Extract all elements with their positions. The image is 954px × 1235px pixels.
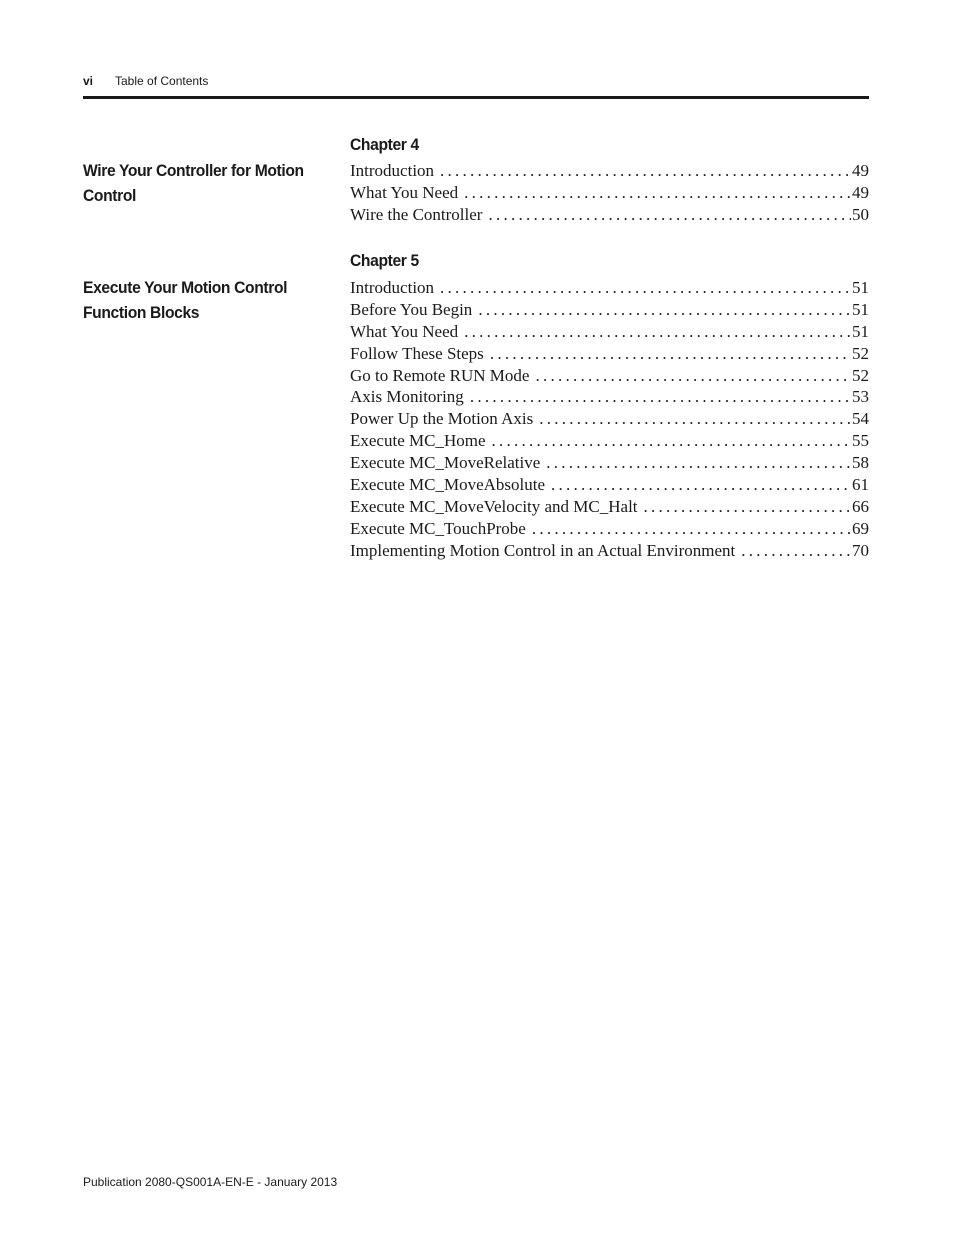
toc-entry-page: 54 <box>852 409 869 429</box>
toc-entry-title: Wire the Controller <box>350 204 483 224</box>
toc-entry-title: Before You Begin <box>350 299 473 319</box>
dot-leader <box>551 474 851 496</box>
page-header <box>83 73 869 89</box>
dot-leader <box>490 343 851 365</box>
toc-entry[interactable] <box>350 540 869 562</box>
toc-entry-page: 53 <box>852 387 869 407</box>
toc-entry-page: 58 <box>852 453 869 473</box>
header-divider <box>83 96 869 99</box>
toc-entry-page: 70 <box>852 540 869 560</box>
dot-leader <box>492 430 852 452</box>
toc-entry-title: Introduction <box>350 278 435 297</box>
toc-entry-title: Follow These Steps <box>350 343 484 363</box>
toc-entry[interactable] <box>350 343 869 365</box>
toc-entry[interactable] <box>350 408 869 430</box>
dot-leader <box>535 365 851 387</box>
toc-entry-title: Implementing Motion Control in an Actual Environment <box>350 540 736 560</box>
toc-entry[interactable] <box>350 386 869 408</box>
toc-entry-page: 51 <box>852 299 869 319</box>
toc-entry-page: 50 <box>852 204 869 224</box>
toc-entry[interactable] <box>350 452 869 474</box>
toc-entry-page: 49 <box>852 182 869 202</box>
chapter-title <box>83 158 313 208</box>
toc-entry[interactable] <box>350 474 869 496</box>
toc-entry-page: 55 <box>852 431 869 451</box>
toc-entry[interactable] <box>350 430 869 452</box>
dot-leader <box>488 204 851 226</box>
chapter-title-line: Control <box>83 186 137 205</box>
dot-leader <box>440 277 851 299</box>
toc-entry[interactable] <box>350 160 869 182</box>
toc-entry[interactable] <box>350 182 869 204</box>
toc-list <box>350 277 869 562</box>
dot-leader <box>464 321 851 343</box>
dot-leader <box>741 540 851 562</box>
toc-entry[interactable] <box>350 496 869 518</box>
toc-entry-page: 61 <box>852 475 869 495</box>
toc-entry-title: Go to Remote RUN Mode <box>350 365 530 385</box>
dot-leader <box>470 386 851 408</box>
toc-entry-page: 69 <box>852 518 869 538</box>
toc-entry[interactable] <box>350 277 869 299</box>
running-section-title: Table of Contents <box>115 74 209 88</box>
chapter-title <box>83 275 313 325</box>
dot-leader <box>478 299 851 321</box>
chapter-label: Chapter 4 <box>350 135 419 154</box>
dot-leader <box>464 182 851 204</box>
toc-entry[interactable] <box>350 299 869 321</box>
dot-leader <box>440 160 851 182</box>
toc-entry-title: Execute MC_Home <box>350 431 486 451</box>
toc-entry-page: 52 <box>852 365 869 385</box>
dot-leader <box>644 496 851 518</box>
toc-entry-title: What You Need <box>350 321 459 341</box>
dot-leader <box>539 408 851 430</box>
publication-footer: Publication 2080-QS001A-EN-E - January 2013 <box>83 1175 338 1189</box>
toc-entry-page: 66 <box>852 496 869 516</box>
toc-entry-title: What You Need <box>350 182 459 202</box>
toc-entry-page: 49 <box>852 161 869 180</box>
chapter-title-line: Execute Your Motion Control <box>83 278 288 297</box>
toc-entry-title: Execute MC_MoveRelative <box>350 453 541 473</box>
chapter-label: Chapter 5 <box>350 251 419 270</box>
toc-entry-page: 51 <box>852 321 869 341</box>
dot-leader <box>532 518 851 540</box>
toc-entry[interactable] <box>350 518 869 540</box>
toc-entry-title: Execute MC_MoveAbsolute <box>350 475 545 495</box>
toc-entry-page: 52 <box>852 343 869 363</box>
toc-entry[interactable] <box>350 321 869 343</box>
toc-entry-title: Axis Monitoring <box>350 387 464 407</box>
chapter-title-line: Function Blocks <box>83 303 200 322</box>
chapter-title-line: Wire Your Controller for Motion <box>83 161 304 180</box>
toc-entry-title: Execute MC_TouchProbe <box>350 518 526 538</box>
page-number: vi <box>83 74 94 88</box>
toc-entry[interactable] <box>350 204 869 226</box>
toc-entry-title: Execute MC_MoveVelocity and MC_Halt <box>350 496 638 516</box>
toc-entry-page: 51 <box>852 278 869 297</box>
toc-entry-title: Introduction <box>350 161 435 180</box>
toc-list <box>350 160 869 226</box>
dot-leader <box>546 452 851 474</box>
toc-entry-title: Power Up the Motion Axis <box>350 409 534 429</box>
toc-entry[interactable] <box>350 365 869 387</box>
